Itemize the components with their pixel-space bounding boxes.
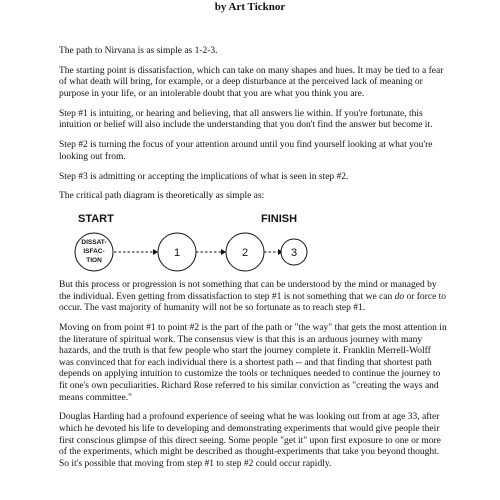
paragraph-diagram-intro: The critical path diagram is theoretically as simple as: bbox=[59, 191, 265, 202]
node-step-2 bbox=[226, 233, 264, 271]
arrowhead-1 bbox=[153, 249, 158, 255]
node-dissatisfaction bbox=[75, 233, 113, 271]
node-dissatisfaction-line-2: ISFAC- bbox=[83, 248, 105, 256]
finish-label: FINISH bbox=[261, 213, 298, 226]
node-dissatisfaction-line-1: DISSAT- bbox=[81, 239, 107, 247]
critical-path-diagram bbox=[59, 211, 447, 273]
article-body bbox=[59, 46, 447, 479]
paragraph-cannot-force-part-2: or force to occur. The vast majority of humanity will not be so fortunate as to reach step #1. bbox=[59, 291, 447, 314]
paragraph-intro: The path to Nirvana is as simple as 1-2-3. bbox=[59, 46, 218, 56]
paragraph-moving-on: Moving on from point #1 to point #2 is the part of the path or "the way" that gets the most attention in the literature of spiritual work. The consensus view is that this is an arduous journey with many hazards, and the truth is that few people who start the journey complete it. Franklin Merrell-Wolff was convinced that for each individual there is a shortest path -- and that finding that shortest path depends on applying intuition to customize the tools or techniques needed to continue the journey to fit one's own peculiarities. Richard Rose referred to his similar conviction as "creating the ways and means committee." bbox=[59, 323, 447, 403]
paragraph-douglas-harding: Douglas Harding had a profound experience of seeing what he was looking out from at age 33, after which he devoted his life to developing and demonstrating experiments that would give people their first conscious glimpse of this direct seeing. Some people "get it" upon first exposure to one or more of the experiments, which might be described as thought-experiments that take you beyond thought. So it's possible that moving from step #1 to step #2 could occur rapidly. bbox=[59, 412, 441, 469]
byline: by Art Ticknor bbox=[214, 1, 286, 13]
paragraph-cannot-force bbox=[59, 280, 447, 315]
node-step-3 bbox=[281, 239, 307, 265]
paragraph-cannot-force-part-1: But this process or progression is not something that can be understood by the mind or managed by the individual. Even getting from dissatisfaction to step #1 is not something that we can bbox=[59, 280, 437, 302]
arrowhead-2 bbox=[221, 249, 226, 255]
start-label: START bbox=[78, 213, 114, 226]
node-step-1 bbox=[158, 233, 196, 271]
node-step-2-label: 2 bbox=[241, 247, 249, 260]
paragraph-step-3: Step #3 is admitting or accepting the implications of what is seen in step #2. bbox=[59, 171, 349, 182]
node-step-1-label: 1 bbox=[173, 247, 181, 260]
paragraph-starting-point: The starting point is dissatisfaction, which can take on many shapes and hues. It may be tied to a fear of what death will bring, for example, or a deep disturbance at the perceived lack of meaning or purpose in your life, or an intolerable doubt that you are what you think you are. bbox=[59, 65, 444, 99]
node-dissatisfaction-line-3: TION bbox=[86, 257, 102, 265]
paragraph-step-1: Step #1 is intuiting, or hearing and believing, that all answers lie within. If you're fortunate, this intuition or belief will also include the understanding that you don't find the answer but become it. bbox=[59, 108, 433, 131]
node-step-3-label: 3 bbox=[290, 247, 298, 260]
emphasis-do: do bbox=[394, 291, 405, 302]
paragraph-step-2: Step #2 is turning the focus of your attention around until you find yourself looking at what you're looking out from. bbox=[59, 140, 433, 162]
